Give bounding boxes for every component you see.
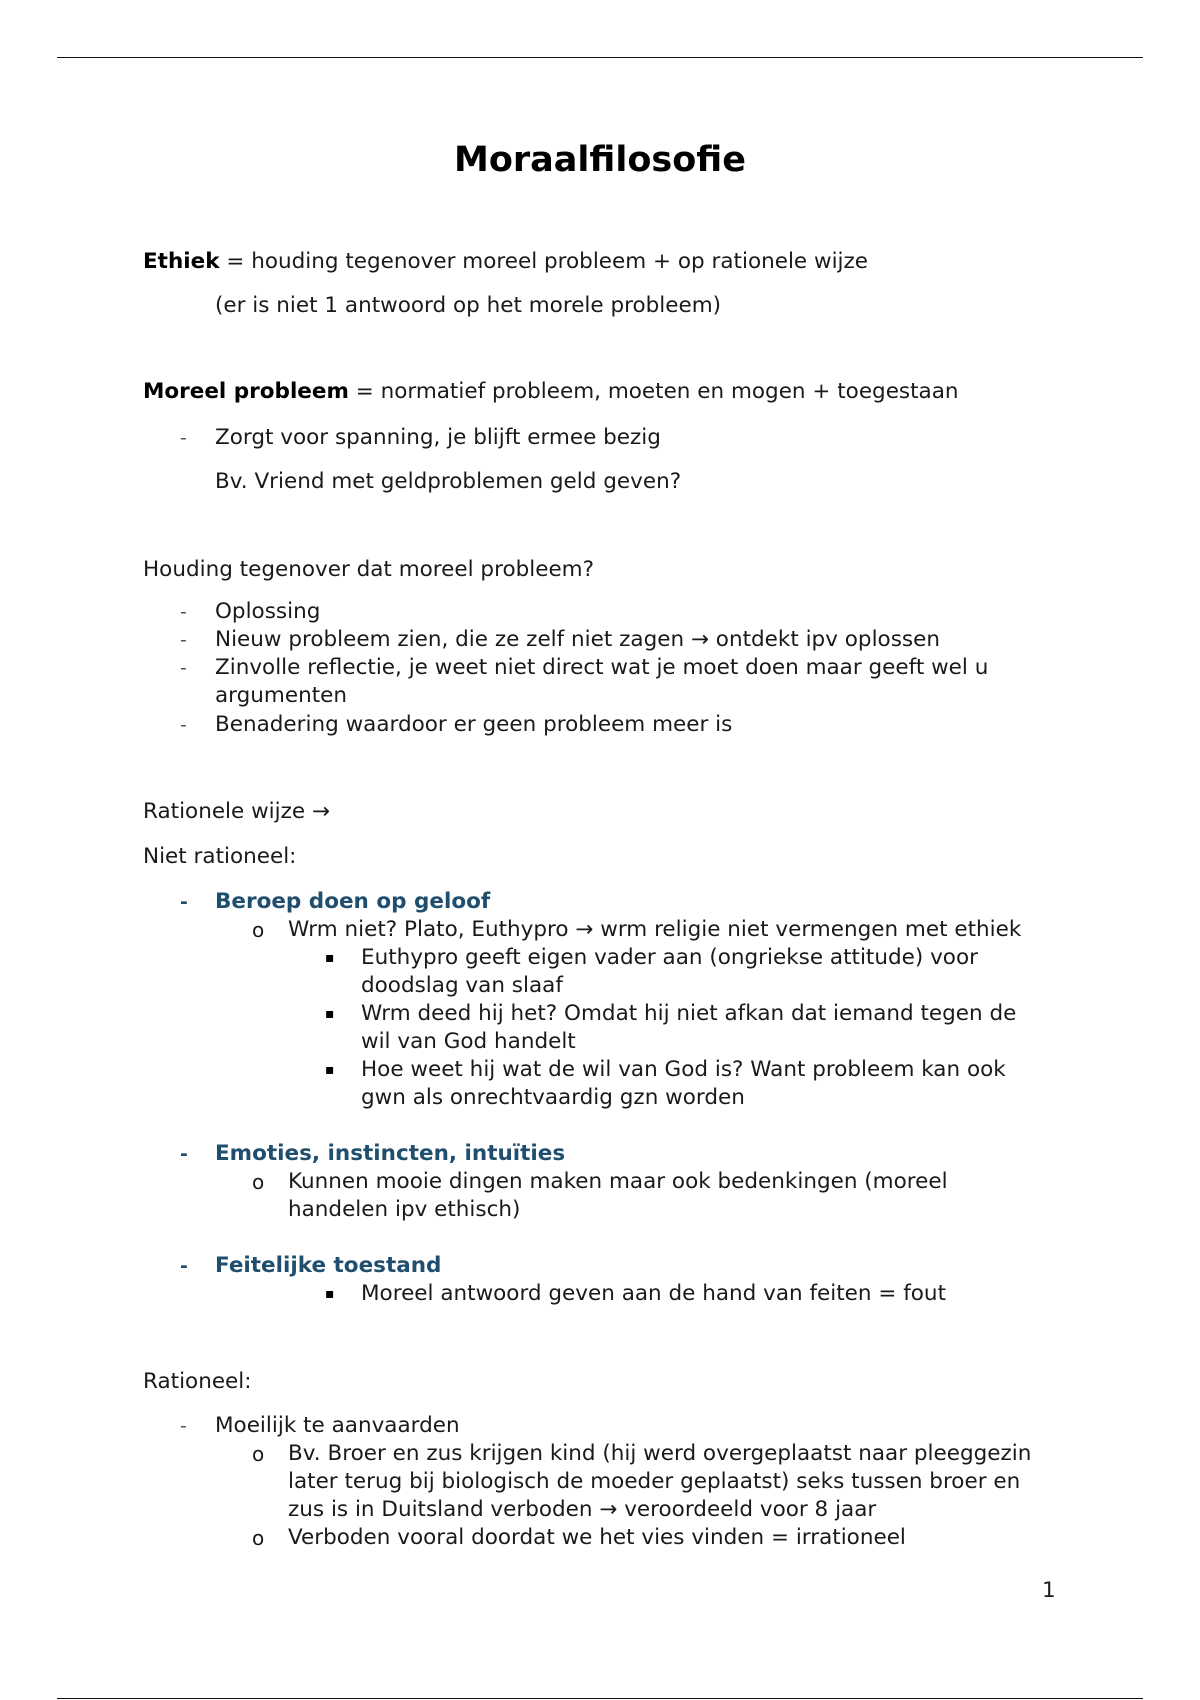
dash-marker: - [180, 1415, 187, 1437]
emoties-sub: Kunnen mooie dingen maken maar ook bedenkingen (moreel [288, 1169, 948, 1194]
dash-marker: - [180, 1143, 188, 1165]
dash-marker: - [180, 1255, 188, 1277]
circle-marker: o [252, 1526, 265, 1550]
page-title: Moraalfilosofie [454, 140, 746, 180]
dash-marker: - [180, 601, 187, 623]
dash-marker: - [180, 629, 187, 651]
rationeel-sub: Bv. Broer en zus krijgen kind (hij werd overgeplaatst naar pleeggezin [288, 1441, 1032, 1466]
niet-rationeel-heading: Niet rationeel: [143, 844, 297, 869]
houding-item: Benadering waardoor er geen probleem meer is [215, 712, 733, 737]
square-marker: ▪ [325, 1006, 335, 1022]
emoties-sub-continuation: handelen ipv ethisch) [288, 1197, 521, 1222]
houding-item-continuation: argumenten [215, 683, 347, 708]
page-number: 1 [1042, 1578, 1056, 1603]
ethiek-note: (er is niet 1 antwoord op het morele probleem) [215, 293, 722, 318]
rationeel-sub: Verboden vooral doordat we het vies vinden = irrationeel [288, 1525, 906, 1550]
moreel-probleem-term: Moreel probleem [143, 379, 349, 404]
rationeel-heading: Rationeel: [143, 1369, 252, 1394]
geloof-point-continuation: doodslag van slaaf [361, 973, 563, 998]
circle-marker: o [252, 1442, 265, 1466]
rationele-wijze: Rationele wijze → [143, 799, 330, 824]
moreel-probleem-bullet: Zorgt voor spanning, je blijft ermee bezig [215, 425, 661, 450]
circle-marker: o [252, 918, 265, 942]
dash-marker: - [180, 427, 187, 449]
moreel-probleem-example: Bv. Vriend met geldproblemen geld geven? [215, 469, 682, 494]
header-rule [57, 57, 1143, 58]
ethiek-definition [143, 248, 868, 276]
rationeel-item: Moeilijk te aanvaarden [215, 1413, 460, 1438]
moreel-probleem-definition-text: = normatief probleem, moeten en mogen + toegestaan [348, 379, 959, 404]
houding-item: Oplossing [215, 599, 321, 624]
rationeel-sub-continuation: zus is in Duitsland verboden → veroordeeld voor 8 jaar [288, 1497, 877, 1522]
square-marker: ▪ [325, 1286, 335, 1302]
geloof-sub: Wrm niet? Plato, Euthypro → wrm religie niet vermengen met ethiek [288, 917, 1022, 942]
feitelijk-point: Moreel antwoord geven aan de hand van feiten = fout [361, 1281, 946, 1306]
ethiek-term: Ethiek [143, 249, 220, 274]
geloof-point-continuation: wil van God handelt [361, 1029, 576, 1054]
emoties-title: Emoties, instincten, intuïties [215, 1141, 566, 1166]
square-marker: ▪ [325, 950, 335, 966]
moreel-probleem-definition [143, 378, 959, 406]
geloof-title: Beroep doen op geloof [215, 889, 491, 914]
dash-marker: - [180, 657, 187, 679]
houding-item: Zinvolle reflectie, je weet niet direct wat je moet doen maar geeft wel u [215, 655, 989, 680]
geloof-point-continuation: gwn als onrechtvaardig gzn worden [361, 1085, 745, 1110]
circle-marker: o [252, 1170, 265, 1194]
ethiek-definition-text: = houding tegenover moreel probleem + op rationele wijze [219, 249, 869, 274]
geloof-point: Wrm deed hij het? Omdat hij niet afkan dat iemand tegen de [361, 1001, 1017, 1026]
rationeel-sub-continuation: later terug bij biologisch de moeder geplaatst) seks tussen broer en [288, 1469, 1021, 1494]
houding-heading: Houding tegenover dat moreel probleem? [143, 557, 595, 582]
geloof-point: Hoe weet hij wat de wil van God is? Want probleem kan ook [361, 1057, 1006, 1082]
houding-item: Nieuw probleem zien, die ze zelf niet zagen → ontdekt ipv oplossen [215, 627, 940, 652]
square-marker: ▪ [325, 1062, 335, 1078]
dash-marker: - [180, 714, 187, 736]
dash-marker: - [180, 891, 188, 913]
geloof-point: Euthypro geeft eigen vader aan (ongriekse attitude) voor [361, 945, 978, 970]
feitelijk-title: Feitelijke toestand [215, 1253, 442, 1278]
footer-rule [57, 1698, 1143, 1699]
